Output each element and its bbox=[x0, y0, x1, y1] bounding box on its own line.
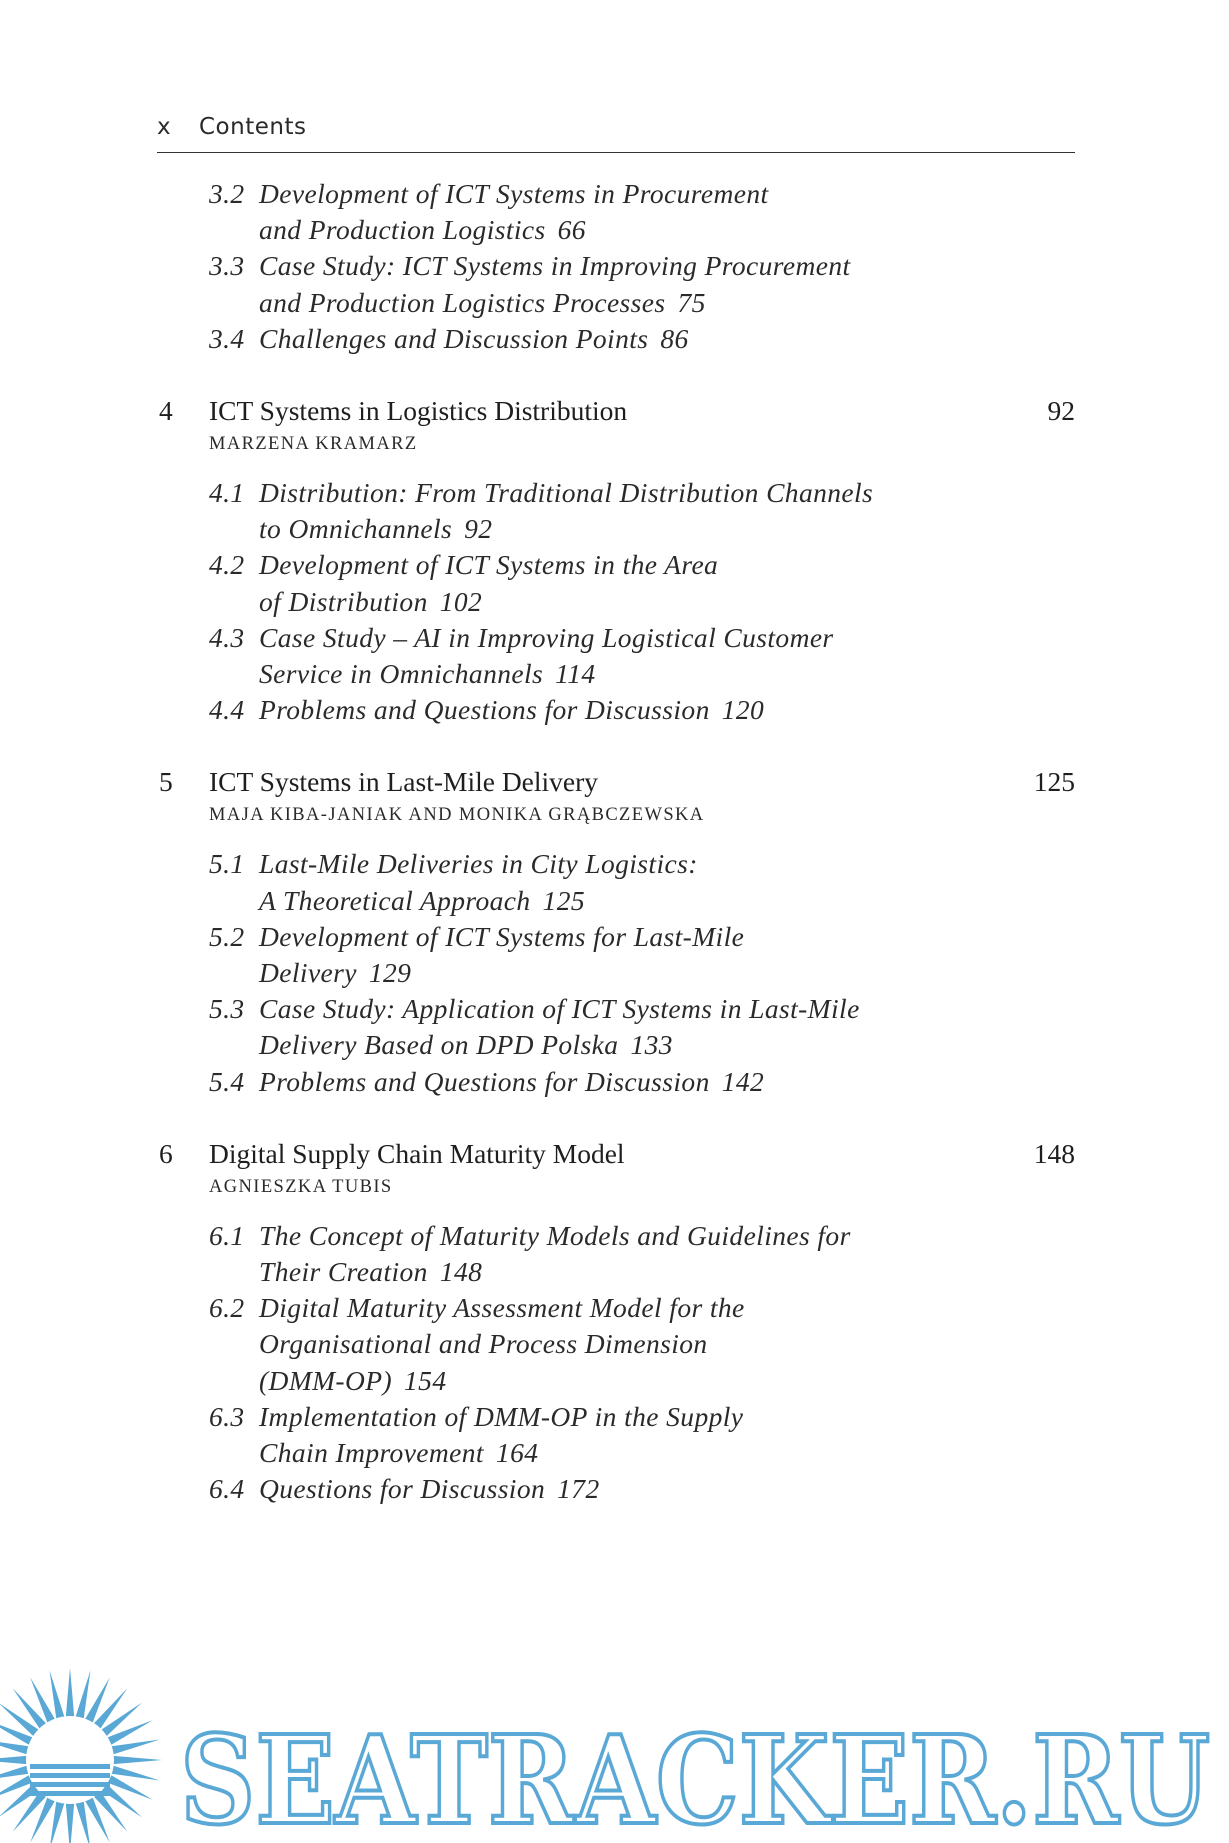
section-page-number: 129 bbox=[368, 957, 412, 989]
sun-horizon-line bbox=[30, 1773, 110, 1778]
section-number: 4.1 bbox=[209, 477, 245, 509]
section-page-number: 114 bbox=[555, 658, 596, 690]
section-title-line: Development of ICT Systems in the Area bbox=[259, 549, 719, 581]
toc-section-entry[interactable] bbox=[157, 475, 1075, 547]
section-number: 6.3 bbox=[209, 1400, 245, 1432]
section-number: 4.3 bbox=[209, 621, 245, 653]
section-number: 5.4 bbox=[209, 1065, 245, 1097]
watermark-text: SEATRACKER.RU bbox=[180, 1708, 1210, 1843]
sun-horizon-line bbox=[30, 1791, 110, 1796]
chapter-page-number: 92 bbox=[1047, 395, 1075, 427]
section-number: 6.1 bbox=[209, 1219, 245, 1251]
chapter-list bbox=[157, 391, 1075, 1507]
chapter-number: 6 bbox=[159, 1137, 173, 1169]
section-title-line: Last-Mile Deliveries in City Logistics: bbox=[259, 848, 698, 880]
page-folio: x bbox=[157, 114, 172, 140]
section-number: 3.2 bbox=[209, 178, 245, 209]
chapter-heading[interactable] bbox=[157, 762, 1075, 802]
section-title-line: Problems and Questions for Discussion bbox=[259, 694, 710, 726]
chapter-author: AGNIESZKA TUBIS bbox=[209, 1176, 393, 1197]
section-page-number: 142 bbox=[721, 1065, 765, 1097]
toc-section-entry[interactable] bbox=[157, 547, 1075, 619]
section-title-line: Case Study – AI in Improving Logistical Customer bbox=[259, 621, 834, 653]
section-title-line: (DMM-OP) bbox=[259, 1364, 393, 1396]
section-title-line: Their Creation bbox=[259, 1256, 428, 1288]
section-page-number: 92 bbox=[464, 513, 493, 545]
section-page-number: 154 bbox=[404, 1364, 447, 1396]
section-title-line: Delivery bbox=[259, 957, 357, 989]
section-number: 4.2 bbox=[209, 549, 245, 581]
table-of-contents bbox=[157, 176, 1075, 1507]
sun-horizon-line bbox=[30, 1764, 110, 1769]
section-page-number: 148 bbox=[439, 1256, 483, 1288]
toc-section-entry[interactable] bbox=[157, 176, 1075, 248]
section-number: 5.1 bbox=[209, 848, 245, 880]
chapter-page-number: 125 bbox=[1033, 766, 1075, 798]
toc-section-entry[interactable] bbox=[157, 919, 1075, 991]
toc-section-entry[interactable] bbox=[157, 991, 1075, 1063]
chapter-entry bbox=[157, 1134, 1075, 1508]
sun-horizon-line bbox=[30, 1782, 110, 1787]
chapter-title: ICT Systems in Last-Mile Delivery bbox=[209, 766, 599, 798]
section-title-line: Service in Omnichannels bbox=[259, 658, 544, 690]
sun-core bbox=[26, 1716, 114, 1804]
chapter-title: Digital Supply Chain Maturity Model bbox=[209, 1137, 625, 1169]
toc-section-entry[interactable] bbox=[157, 248, 1075, 320]
chapter-entry bbox=[157, 391, 1075, 728]
section-title-line: The Concept of Maturity Models and Guidelines for bbox=[259, 1219, 851, 1251]
section-page-number: 86 bbox=[660, 322, 689, 354]
section-number: 5.2 bbox=[209, 920, 245, 952]
toc-section-entry[interactable] bbox=[157, 321, 1075, 357]
toc-section-entry[interactable] bbox=[157, 620, 1075, 692]
section-page-number: 133 bbox=[630, 1029, 673, 1061]
chapter-number: 5 bbox=[159, 766, 173, 798]
section-number: 4.4 bbox=[209, 694, 245, 726]
toc-section-entry[interactable] bbox=[157, 1399, 1075, 1471]
section-number: 5.3 bbox=[209, 993, 245, 1025]
section-page-number: 164 bbox=[495, 1437, 539, 1469]
section-title-line: Problems and Questions for Discussion bbox=[259, 1065, 710, 1097]
section-page-number: 102 bbox=[439, 585, 483, 617]
toc-section-entry[interactable] bbox=[157, 1218, 1075, 1290]
section-title-line: Questions for Discussion bbox=[259, 1473, 546, 1505]
section-title-line: Distribution: From Traditional Distribution Channels bbox=[259, 477, 874, 509]
section-page-number: 66 bbox=[557, 214, 586, 246]
watermark bbox=[0, 1665, 1229, 1843]
chapter-number: 4 bbox=[159, 395, 173, 427]
section-title-line: Implementation of DMM-OP in the Supply bbox=[259, 1400, 744, 1432]
chapter-title: ICT Systems in Logistics Distribution bbox=[209, 395, 628, 427]
toc-section-entry[interactable] bbox=[157, 1064, 1075, 1100]
section-title-line: and Production Logistics bbox=[259, 214, 546, 246]
chapter-author: MARZENA KRAMARZ bbox=[209, 434, 418, 455]
chapter-entry bbox=[157, 762, 1075, 1099]
toc-section-entry[interactable] bbox=[157, 1471, 1075, 1507]
toc-section-entry[interactable] bbox=[157, 692, 1075, 728]
section-number: 6.4 bbox=[209, 1473, 245, 1505]
section-title-line: Digital Maturity Assessment Model for the bbox=[259, 1292, 745, 1324]
section-title-line: Development of ICT Systems for Last-Mile bbox=[259, 920, 745, 952]
chapter-author: MAJA KIBA-JANIAK AND MONIKA GRĄBCZEWSKA bbox=[209, 805, 705, 826]
section-title-line: Development of ICT Systems in Procurement bbox=[259, 178, 769, 209]
section-number: 3.4 bbox=[209, 322, 245, 354]
section-page-number: 120 bbox=[721, 694, 765, 726]
section-page-number: 125 bbox=[542, 884, 586, 916]
section-title-line: Organisational and Process Dimension bbox=[259, 1328, 708, 1360]
section-title-line: Case Study: Application of ICT Systems in Last-Mile bbox=[259, 993, 860, 1025]
section-title-line: Delivery Based on DPD Polska bbox=[259, 1029, 619, 1061]
section-title-line: Chain Improvement bbox=[259, 1437, 484, 1469]
section-number: 3.3 bbox=[209, 250, 245, 282]
chapter-heading[interactable] bbox=[157, 1134, 1075, 1174]
chapter-section-list bbox=[157, 846, 1075, 1099]
section-title-line: Case Study: ICT Systems in Improving Procurement bbox=[259, 250, 851, 282]
running-head-title: Contents bbox=[199, 114, 307, 140]
continued-section-list bbox=[157, 176, 1075, 357]
section-title-line: of Distribution bbox=[259, 585, 428, 617]
section-page-number: 172 bbox=[557, 1473, 600, 1505]
toc-section-entry[interactable] bbox=[157, 1290, 1075, 1399]
chapter-section-list bbox=[157, 1218, 1075, 1508]
toc-section-entry[interactable] bbox=[157, 846, 1075, 918]
chapter-section-list bbox=[157, 475, 1075, 728]
chapter-page-number: 148 bbox=[1033, 1137, 1075, 1169]
section-title-line: Challenges and Discussion Points bbox=[259, 322, 649, 354]
section-number: 6.2 bbox=[209, 1292, 245, 1324]
sun-icon bbox=[0, 1668, 162, 1843]
chapter-heading[interactable] bbox=[157, 391, 1075, 431]
section-title-line: to Omnichannels bbox=[259, 513, 453, 545]
running-head bbox=[157, 112, 1075, 153]
section-title-line: A Theoretical Approach bbox=[259, 884, 531, 916]
section-title-line: and Production Logistics Processes bbox=[259, 286, 666, 318]
section-page-number: 75 bbox=[677, 286, 706, 318]
